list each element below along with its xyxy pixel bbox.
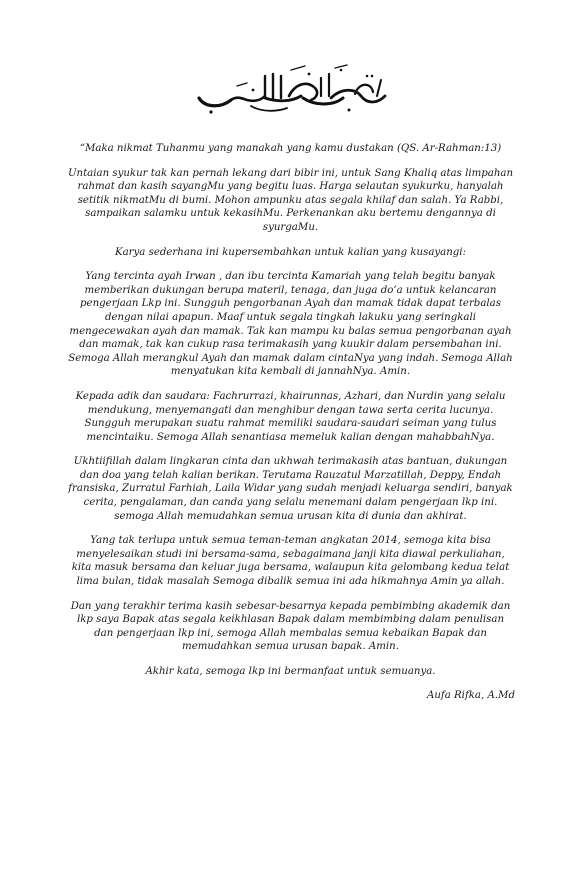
gratitude-paragraph: Untaian syukur tak kan pernah lekang dari bibir ini, untuk Sang Khaliq atas limpahan rahmat dan kasih sayangMu yang begitu luas. Harga selautan syukurku, hanyalah setitik nikmatMu di bumi. Mohon ampunku atas segala khilaf dan salah. Ya Rabbi, sampaikan salamku untuk kekasihMu. Perkenankan aku bertemu dengannya di syurgaMu. xyxy=(67,167,514,233)
friends-paragraph: Ukhtiifillah dalam lingkaran cinta dan ukhwah terimakasih atas bantuan, dukungan dan doa yang telah kalian berikan. Terutama Rauzatul Marzatillah, Deppy, Endah fransiska, Zurratul Farhiah, Laila Widar yang sudah menjadi keluarga sendiri, banyak cerita, pengalaman, dan canda yang selalu menemani dalam pengerjaan lkp ini. semoga Allah memudahkan semua urusan kita di dunia dan akhirat. xyxy=(68,456,513,522)
siblings-paragraph: Kepada adik dan saudara: Fachrurrazi, khairunnas, Azhari, dan Nurdin yang selalu mendukung, menyemangati dan menghibur dengan tawa serta cerita lucunya. Sungguh merupakan suatu rahmat memiliki saudara-saudari seiman yang tulus mencintaiku. Semoga Allah senantiasa memeluk kalian dengan mahabbahNya. xyxy=(75,390,506,443)
dedication-page xyxy=(0,62,579,881)
basmala-calligraphy xyxy=(191,62,391,114)
dedication-intro: Karya sederhana ini kupersembahkan untuk kalian yang kusayangi: xyxy=(114,246,466,258)
signature: Aufa Rifka, A.Md xyxy=(427,689,515,701)
quran-quote: “Maka nikmat Tuhanmu yang manakah yang kamu dustakan (QS. Ar-Rahman:13) xyxy=(79,143,502,154)
classmates-paragraph: Yang tak terlupa untuk semua teman-teman angkatan 2014, semoga kita bisa menyelesaikan studi ini bersama-sama, sebagaimana janji kita diawal perkuliahan, kita masuk bersama dan keluar juga bersama, walaupun kita gelombang kedua telat lima bulan, tidak masalah Semoga dibalik semua ini ada hikmahnya Amin ya allah. xyxy=(71,535,510,588)
parents-paragraph: Yang tercinta ayah Irwan , dan ibu tercinta Kamariah yang telah begitu banyak memberikan dukungan berupa materil, tenaga, dan juga do’a untuk kelancaran pengerjaan Lkp ini. Sungguh pengorbanan Ayah dan mamak tidak dapat terbalas dengan nilai apapun. Maaf untuk segala tingkah lakuku yang seringkali mengecewakan ayah dan mamak. Tak kan mampu ku balas semua pengorbanan ayah dan mamak, tak kan cukup rasa terimakasih yang kuukir dalam persembahan ini. Semoga Allah merangkul Ayah dan mamak dalam cintaNya yang indah. Semoga Allah menyatukan kita kembali di jannahNya. Amin. xyxy=(68,271,513,378)
dedication-text xyxy=(66,142,515,679)
closing-paragraph: Akhir kata, semoga lkp ini bermanfaat untuk semuanya. xyxy=(145,666,436,677)
supervisor-paragraph: Dan yang terakhir terima kasih sebesar-besarnya kepada pembimbing akademik dan lkp saya Bapak atas segala keikhlasan Bapak dalam membimbing dalam penulisan dan pengerjaan lkp ini, semoga Allah membalas semua kebaikan Bapak dan memudahkan semua urusan bapak. Amin. xyxy=(70,600,511,653)
